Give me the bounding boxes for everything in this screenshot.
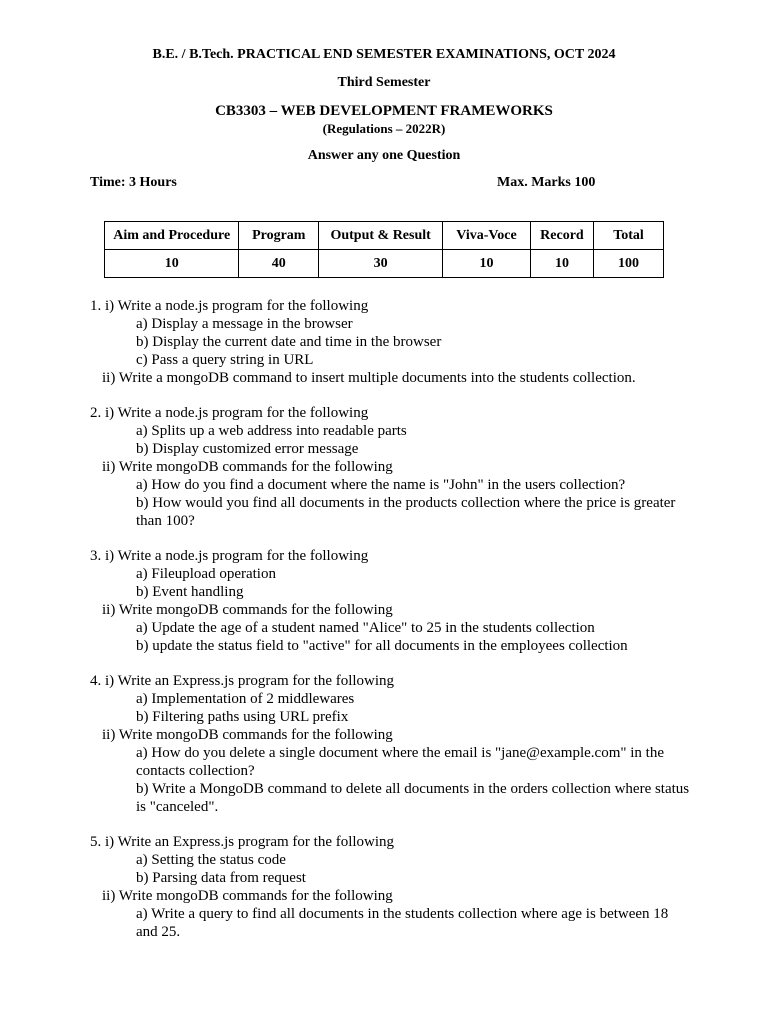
marks-value-cell: 100 bbox=[594, 250, 664, 278]
question-item: b) Parsing data from request bbox=[136, 870, 306, 886]
question-item: a) Setting the status code bbox=[136, 852, 286, 868]
question-item: a) Fileupload operation bbox=[136, 566, 276, 582]
question-item: a) How do you find a document where the name is "John" in the users collection? bbox=[136, 477, 626, 493]
question-list bbox=[90, 297, 690, 958]
question-item: b) Display the current date and time in the browser bbox=[136, 334, 442, 350]
question-item: a) Splits up a web address into readable parts bbox=[136, 423, 407, 439]
question-item: a) Write a query to find all documents in the students collection where age is between 18 and 25. bbox=[136, 906, 669, 940]
question-item: b) Display customized error message bbox=[136, 441, 359, 457]
marks-header-cell: Total bbox=[594, 222, 664, 250]
marks-value-row bbox=[105, 250, 664, 278]
question-4 bbox=[90, 672, 690, 816]
marks-header-cell: Viva-Voce bbox=[443, 222, 531, 250]
question-part-2: ii) Write mongoDB commands for the following bbox=[102, 727, 393, 743]
question-3 bbox=[90, 547, 690, 655]
question-1 bbox=[90, 297, 690, 387]
marks-header-row bbox=[105, 222, 664, 250]
question-item: b) update the status field to "active" for all documents in the employees collection bbox=[136, 638, 628, 654]
course-title: CB3303 – WEB DEVELOPMENT FRAMEWORKS bbox=[215, 103, 553, 119]
marks-value-cell: 10 bbox=[443, 250, 531, 278]
semester-label: Third Semester bbox=[337, 75, 431, 90]
question-item: b) Write a MongoDB command to delete all documents in the orders collection where status is "canceled". bbox=[136, 781, 690, 815]
question-item: b) How would you find all documents in the products collection where the price is greater than 100? bbox=[136, 495, 676, 529]
marks-header-cell: Aim and Procedure bbox=[105, 222, 239, 250]
marks-header-cell: Output & Result bbox=[319, 222, 443, 250]
question-part-1: 1. i) Write a node.js program for the following bbox=[90, 298, 369, 314]
question-2 bbox=[90, 404, 690, 530]
question-5 bbox=[90, 833, 690, 941]
time-label: Time: 3 Hours bbox=[90, 175, 177, 190]
exam-title: B.E. / B.Tech. PRACTICAL END SEMESTER EXAMINATIONS, OCT 2024 bbox=[152, 47, 616, 62]
question-item: b) Filtering paths using URL prefix bbox=[136, 709, 349, 725]
question-item: a) Display a message in the browser bbox=[136, 316, 353, 332]
marks-value-cell: 10 bbox=[105, 250, 239, 278]
question-item: c) Pass a query string in URL bbox=[136, 352, 314, 368]
question-part-2: ii) Write mongoDB commands for the following bbox=[102, 459, 393, 475]
max-marks-label: Max. Marks 100 bbox=[497, 175, 596, 190]
question-part-1: 5. i) Write an Express.js program for the following bbox=[90, 834, 395, 850]
marks-table bbox=[104, 221, 664, 278]
question-part-1: 2. i) Write a node.js program for the following bbox=[90, 405, 369, 421]
marks-value-cell: 40 bbox=[239, 250, 319, 278]
marks-header-cell: Record bbox=[530, 222, 593, 250]
question-part-1: 3. i) Write a node.js program for the following bbox=[90, 548, 369, 564]
marks-header-cell: Program bbox=[239, 222, 319, 250]
question-item: b) Event handling bbox=[136, 584, 244, 600]
question-part-2: ii) Write a mongoDB command to insert multiple documents into the students collection. bbox=[102, 370, 636, 386]
question-item: a) Update the age of a student named "Alice" to 25 in the students collection bbox=[136, 620, 595, 636]
question-part-1: 4. i) Write an Express.js program for the following bbox=[90, 673, 395, 689]
question-part-2: ii) Write mongoDB commands for the following bbox=[102, 888, 393, 904]
marks-value-cell: 30 bbox=[319, 250, 443, 278]
question-item: a) Implementation of 2 middlewares bbox=[136, 691, 355, 707]
question-item: a) How do you delete a single document where the email is "jane@example.com" in the contacts collection? bbox=[136, 745, 664, 779]
marks-value-cell: 10 bbox=[530, 250, 593, 278]
regulations-label: (Regulations – 2022R) bbox=[322, 121, 446, 136]
instruction-label: Answer any one Question bbox=[307, 148, 461, 163]
question-part-2: ii) Write mongoDB commands for the following bbox=[102, 602, 393, 618]
